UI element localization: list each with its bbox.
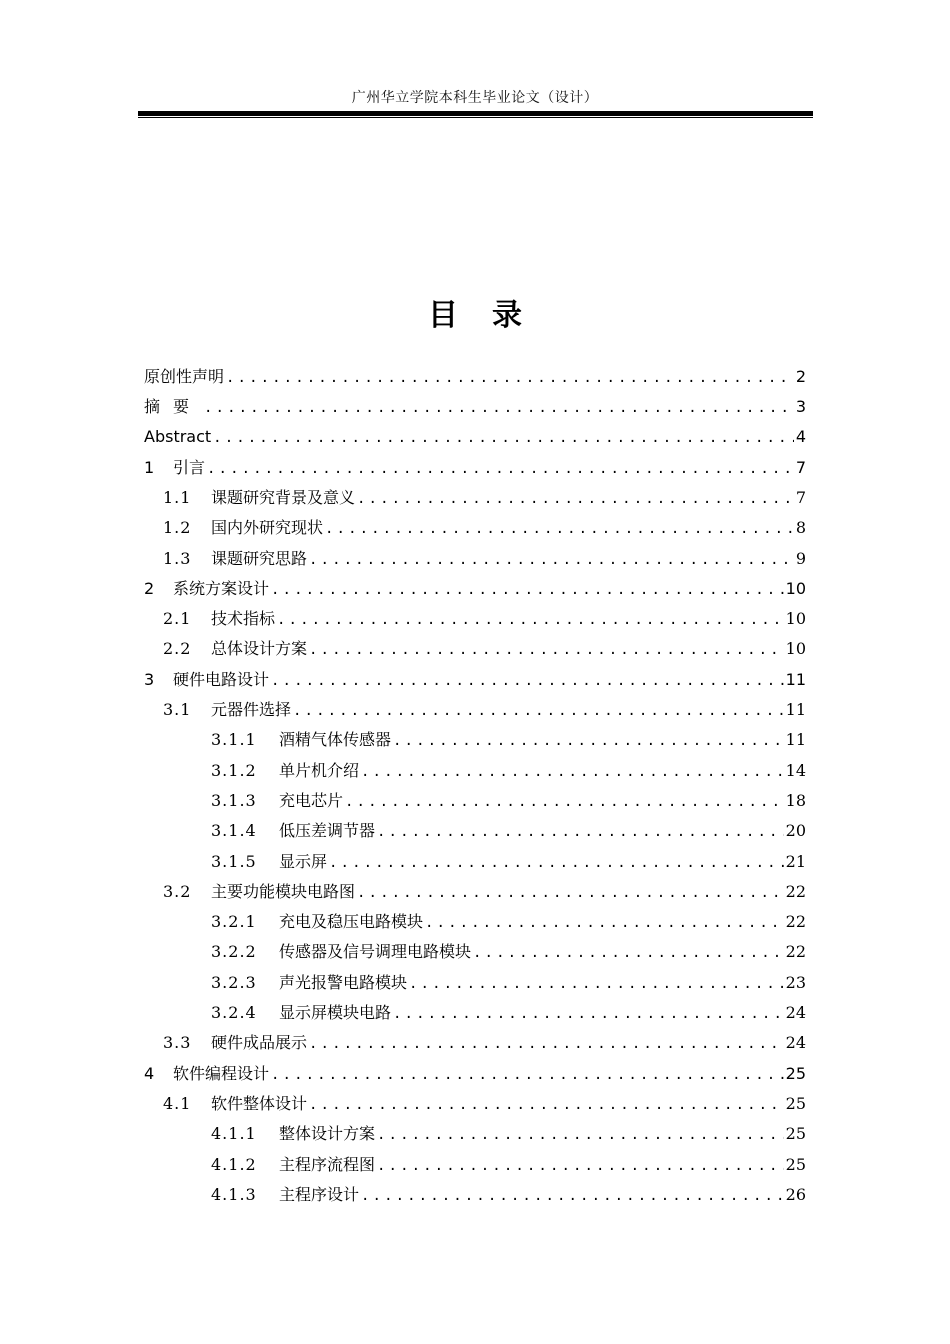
toc-entry-number: 4.1.1 (211, 1124, 257, 1143)
toc-entry-number: 3.1.3 (211, 791, 257, 810)
toc-leader-dots (293, 698, 784, 724)
toc-entry[interactable] (144, 424, 806, 450)
toc-entry-page: 7 (795, 458, 806, 477)
toc-entry-label: 引言 (173, 458, 206, 477)
toc-entry-page: 20 (785, 821, 806, 840)
toc-entry-number: 1 (144, 458, 155, 477)
toc-leader-dots (361, 759, 784, 785)
toc-entry[interactable] (211, 1152, 806, 1178)
toc-entry-number: 3.1.1 (211, 730, 257, 749)
toc-entry[interactable] (144, 364, 806, 390)
toc-entry-label: 显示屏模块电路 (279, 1003, 392, 1022)
toc-leader-dots (345, 789, 784, 815)
toc-entry[interactable] (211, 1182, 806, 1208)
toc-entry[interactable] (144, 455, 806, 481)
toc-leader-dots (309, 1092, 784, 1118)
toc-entry[interactable] (211, 1121, 806, 1147)
toc-entry[interactable] (211, 849, 806, 875)
toc-entry[interactable] (163, 1091, 806, 1117)
toc-entry-number: 3.3 (163, 1033, 192, 1052)
toc-entry-number: 2.2 (163, 639, 192, 658)
toc-entry-page: 24 (785, 1003, 806, 1022)
toc-entry-label: 技术指标 (211, 609, 276, 628)
toc-title: 目录 (428, 298, 556, 333)
toc-entry-page: 2 (795, 367, 806, 386)
toc-entry-page: 10 (785, 579, 806, 598)
toc-entry-number: 3.2.4 (211, 1003, 257, 1022)
toc-leader-dots (377, 1122, 784, 1148)
toc-entry[interactable] (211, 788, 806, 814)
toc-entry-label: 单片机介绍 (279, 761, 360, 780)
toc-entry[interactable] (163, 636, 806, 662)
toc-entry-number: 2.1 (163, 609, 192, 628)
toc-entry-number: 4 (144, 1064, 155, 1083)
toc-entry[interactable] (211, 1000, 806, 1026)
toc-entry-number: 3.2.1 (211, 912, 257, 931)
toc-entry-number: 1.2 (163, 518, 192, 537)
toc-entry-label: 充电及稳压电路模块 (279, 912, 424, 931)
toc-entry[interactable] (163, 546, 806, 572)
running-header: 广州华立学院本科生毕业论文（设计） (351, 90, 599, 106)
toc-entry-page: 8 (795, 518, 806, 537)
toc-entry[interactable] (144, 1061, 806, 1087)
toc-entry-page: 9 (795, 549, 806, 568)
toc-leader-dots (271, 668, 784, 694)
toc-entry-number: 4.1 (163, 1094, 192, 1113)
toc-entry[interactable] (163, 606, 806, 632)
toc-entry-label: 系统方案设计 (173, 579, 270, 598)
toc-entry[interactable] (211, 758, 806, 784)
toc-entry-label: 软件编程设计 (173, 1064, 270, 1083)
toc-entry-page: 22 (785, 882, 806, 901)
toc-entry[interactable] (163, 879, 806, 905)
toc-leader-dots (357, 486, 794, 512)
toc-entry[interactable] (144, 667, 806, 693)
toc-entry-page: 22 (785, 912, 806, 931)
toc-leader-dots (207, 456, 794, 482)
toc-leader-dots (377, 1153, 784, 1179)
toc-entry-label: 国内外研究现状 (211, 518, 324, 537)
toc-entry-number: 2 (144, 579, 155, 598)
toc-entry-page: 25 (785, 1155, 806, 1174)
toc-entry[interactable] (211, 939, 806, 965)
toc-entry-number: 3.2.3 (211, 973, 257, 992)
toc-leader-dots (409, 971, 784, 997)
toc-leader-dots (213, 425, 794, 451)
toc-entry-page: 4 (795, 427, 806, 446)
toc-entry-number: 3.2 (163, 882, 192, 901)
toc-leader-dots (204, 395, 794, 421)
toc-entry-label: 元器件选择 (211, 700, 292, 719)
toc-entry-page: 11 (785, 700, 806, 719)
toc-entry[interactable] (144, 394, 806, 420)
toc-entry[interactable] (163, 1030, 806, 1056)
toc-entry-page: 3 (795, 397, 806, 416)
toc-leader-dots (309, 547, 794, 573)
toc-leader-dots (361, 1183, 784, 1209)
toc-entry-page: 23 (785, 973, 806, 992)
toc-leader-dots (309, 1031, 784, 1057)
toc-entry[interactable] (211, 727, 806, 753)
toc-entry-number: 3 (144, 670, 155, 689)
toc-entry[interactable] (163, 697, 806, 723)
toc-entry-number: 4.1.3 (211, 1185, 257, 1204)
toc-entry-label: 充电芯片 (279, 791, 344, 810)
toc-leader-dots (271, 577, 784, 603)
toc-entry-number: 3.1 (163, 700, 192, 719)
toc-entry[interactable] (163, 485, 806, 511)
header-rule-thin (138, 117, 813, 118)
toc-entry-label: 软件整体设计 (211, 1094, 308, 1113)
toc-entry-label: 传感器及信号调理电路模块 (279, 942, 472, 961)
toc-entry-number: 3.1.2 (211, 761, 257, 780)
toc-entry-number: 3.1.4 (211, 821, 257, 840)
toc-leader-dots (393, 1001, 784, 1027)
toc-leader-dots (473, 940, 784, 966)
toc-entry-page: 26 (785, 1185, 806, 1204)
toc-leader-dots (393, 728, 784, 754)
toc-entry-label: 整体设计方案 (279, 1124, 376, 1143)
toc-entry-label: 课题研究思路 (211, 549, 308, 568)
toc-entry-label: 酒精气体传感器 (279, 730, 392, 749)
toc-entry-label: 硬件电路设计 (173, 670, 270, 689)
toc-leader-dots (271, 1062, 784, 1088)
toc-leader-dots (377, 819, 784, 845)
toc-entry[interactable] (211, 818, 806, 844)
toc-entry-label: 主程序设计 (279, 1185, 360, 1204)
toc-entry-label: 低压差调节器 (279, 821, 376, 840)
toc-leader-dots (357, 880, 784, 906)
toc-entry-page: 10 (785, 609, 806, 628)
toc-leader-dots (309, 637, 784, 663)
toc-entry-page: 25 (785, 1094, 806, 1113)
toc-entry-label: 显示屏 (279, 852, 328, 871)
toc-entry-page: 22 (785, 942, 806, 961)
toc-entry-number: 1.1 (163, 488, 192, 507)
toc-entry-label: 摘要 (144, 397, 203, 416)
toc-entry-page: 25 (785, 1124, 806, 1143)
toc-leader-dots (277, 607, 784, 633)
toc-entry-label: Abstract (144, 427, 212, 446)
toc-entry-number: 3.2.2 (211, 942, 257, 961)
toc-entry[interactable] (211, 970, 806, 996)
toc-entry-label: 声光报警电路模块 (279, 973, 408, 992)
toc-entry-page: 11 (785, 670, 806, 689)
toc-entry-label: 课题研究背景及意义 (211, 488, 356, 507)
toc-entry-number: 3.1.5 (211, 852, 257, 871)
header-rule-thick (138, 111, 813, 116)
toc-entry-page: 18 (785, 791, 806, 810)
toc-entry-number: 1.3 (163, 549, 192, 568)
toc-entry-page: 14 (785, 761, 806, 780)
toc-leader-dots (425, 910, 784, 936)
toc-entry[interactable] (163, 515, 806, 541)
toc-entry-label: 原创性声明 (144, 367, 225, 386)
toc-leader-dots (226, 365, 794, 391)
toc-entry-label: 主要功能模块电路图 (211, 882, 356, 901)
toc-leader-dots (329, 850, 784, 876)
toc-entry-page: 11 (785, 730, 806, 749)
toc-entry[interactable] (144, 576, 806, 602)
toc-entry-label: 主程序流程图 (279, 1155, 376, 1174)
toc-entry-page: 25 (785, 1064, 806, 1083)
toc-entry-page: 10 (785, 639, 806, 658)
toc-entry-label: 硬件成品展示 (211, 1033, 308, 1052)
toc-entry-label: 总体设计方案 (211, 639, 308, 658)
toc-entry-number: 4.1.2 (211, 1155, 257, 1174)
toc-entry-page: 24 (785, 1033, 806, 1052)
toc-entry[interactable] (211, 909, 806, 935)
toc-entry-page: 21 (785, 852, 806, 871)
toc-entry-page: 7 (795, 488, 806, 507)
toc-leader-dots (325, 516, 794, 542)
